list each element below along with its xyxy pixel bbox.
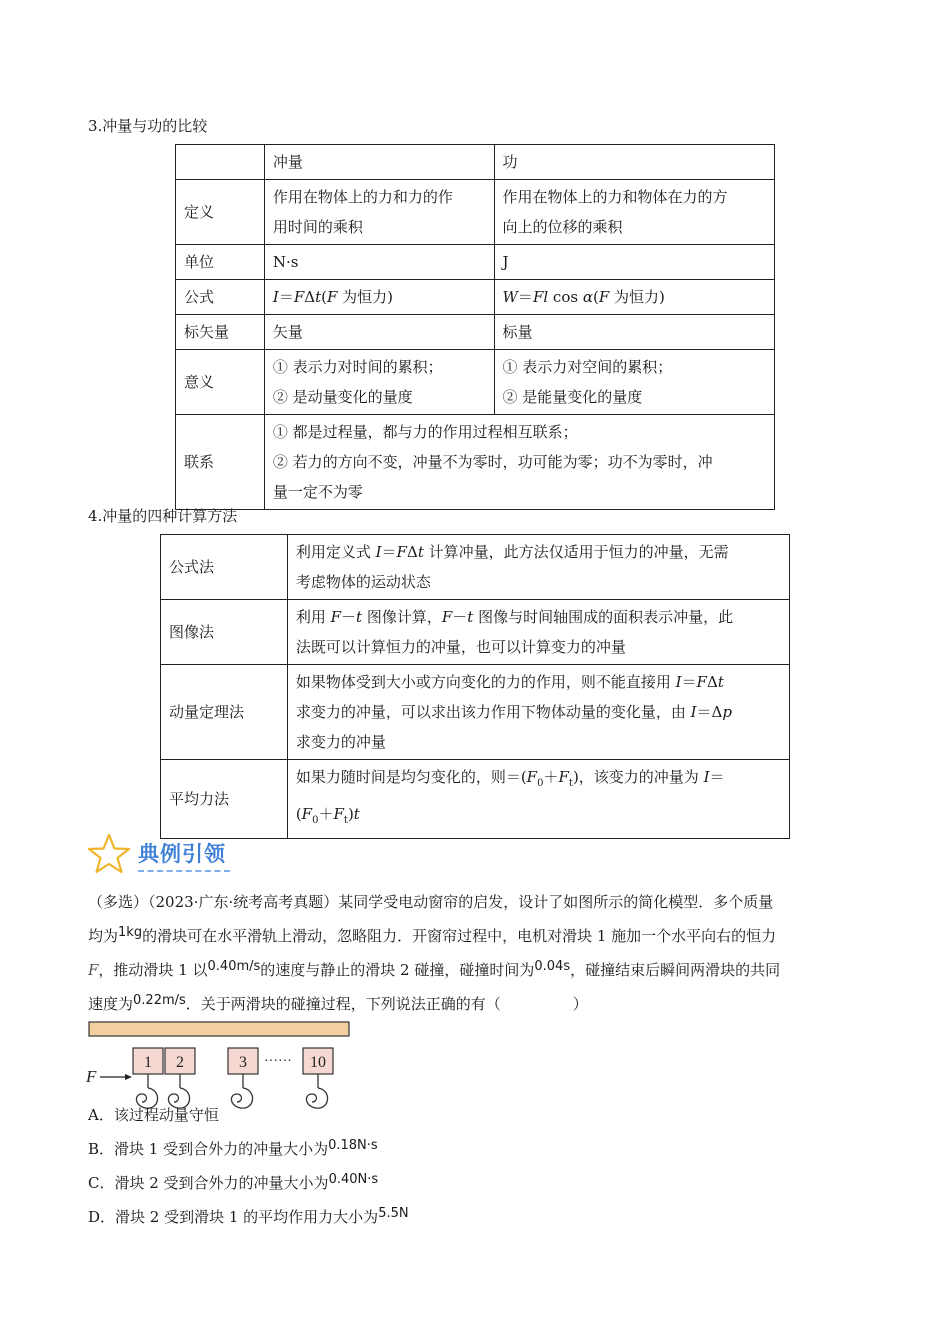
option-a[interactable]: A．该过程动量守恒 (88, 1106, 219, 1124)
method-row-momentum (161, 665, 790, 760)
impulse-methods-table (160, 534, 790, 839)
formula-work: W＝Fl cos α(F 为恒力) (494, 280, 775, 315)
row-label-vector: 标矢量 (176, 315, 265, 350)
row-label-definition: 定义 (176, 180, 265, 245)
option-b[interactable]: B．滑块 1 受到合外力的冲量大小为0.18N·s (88, 1138, 378, 1158)
table-row-definition (176, 180, 775, 245)
rail (89, 1022, 349, 1036)
row-label-meaning: 意义 (176, 350, 265, 415)
method-desc-average: 如果力随时间是均匀变化的，则$=(F_0+F_t)$，该变力的冲量为 I＝ $(F_0+F_t)t$ (287, 760, 789, 839)
method-label-average: 平均力法 (161, 760, 288, 839)
svg-text:10: 10 (310, 1054, 326, 1071)
method-desc-formula: 利用定义式 I＝FΔt 计算冲量，此方法仅适用于恒力的冲量，无需 考虑物体的运动状态 (287, 535, 789, 600)
unit-work: J (494, 245, 775, 280)
row-label-relation: 联系 (176, 415, 265, 510)
force-label: F (86, 1067, 97, 1086)
question-line-4: 速度为0.22m/s．关于两滑块的碰撞过程，下列说法正确的有（ ） (88, 993, 588, 1013)
section4-heading: 4.冲量的四种计算方法 (88, 507, 238, 525)
table-row-meaning (176, 350, 775, 415)
block-10 (303, 1048, 333, 1074)
vector-impulse: 矢量 (264, 315, 494, 350)
definition-impulse: 作用在物体上的力和力的作 用时间的乘积 (264, 180, 494, 245)
hook-10-icon (306, 1074, 327, 1108)
header-work: 功 (494, 145, 775, 180)
method-row-graph (161, 600, 790, 665)
vector-work: 标量 (494, 315, 775, 350)
section3-heading: 3.冲量与功的比较 (88, 117, 208, 135)
block-2 (165, 1048, 195, 1074)
definition-work: 作用在物体上的力和物体在力的方 向上的位移的乘积 (494, 180, 775, 245)
relation-text: ① 都是过程量，都与力的作用过程相互联系； ② 若力的方向不变，冲量不为零时，功可能为零；功不为零时，冲 量一定不为零 (264, 415, 774, 510)
formula-impulse: I＝FΔt(F 为恒力) (264, 280, 494, 315)
method-label-momentum: 动量定理法 (161, 665, 288, 760)
table-row-unit (176, 245, 775, 280)
table-row-formula (176, 280, 775, 315)
svg-text:3: 3 (239, 1054, 247, 1071)
method-row-formula (161, 535, 790, 600)
star-icon (86, 832, 132, 876)
table-row-relation (176, 415, 775, 510)
option-d[interactable]: D．滑块 2 受到滑块 1 的平均作用力大小为5.5N (88, 1206, 409, 1226)
method-desc-momentum: 如果物体受到大小或方向变化的力的作用，则不能直接用 I＝FΔt 求变力的冲量，可以求出该力作用下物体动量的变化量，由 I＝Δp 求变力的冲量 (287, 665, 789, 760)
method-desc-graph: 利用 F－t 图像计算，F－t 图像与时间轴围成的面积表示冲量，此 法既可以计算恒力的冲量，也可以计算变力的冲量 (287, 600, 789, 665)
row-label-unit: 单位 (176, 245, 265, 280)
question-line-3: F，推动滑块 1 以0.40m/s的速度与静止的滑块 2 碰撞，碰撞时间为0.04s，碰撞结束后瞬间两滑块的共同 (88, 959, 781, 979)
question-line-1: （多选）（2023·广东·统考高考真题）某同学受电动窗帘的启发，设计了如图所示的简化模型．多个质量 (88, 893, 774, 911)
table-row-vector (176, 315, 775, 350)
method-row-average (161, 760, 790, 839)
question-line-2: 均为1kg的滑块可在水平滑轨上滑动，忽略阻力．开窗帘过程中，电机对滑块 1 施加一个水平向右的恒力 (88, 925, 777, 945)
header-impulse: 冲量 (264, 145, 494, 180)
svg-text:1: 1 (144, 1054, 152, 1071)
meaning-work: ① 表示力对空间的累积； ② 是能量变化的量度 (494, 350, 775, 415)
ellipsis-dots: ······ (264, 1054, 292, 1069)
block-3 (228, 1048, 258, 1074)
row-label-formula: 公式 (176, 280, 265, 315)
table-header-row (176, 145, 775, 180)
header-empty-cell (176, 145, 265, 180)
block-1 (133, 1048, 163, 1074)
option-c[interactable]: C．滑块 2 受到合外力的冲量大小为0.40N·s (88, 1172, 379, 1192)
svg-text:2: 2 (176, 1054, 184, 1071)
impulse-work-comparison-table (175, 144, 775, 510)
example-banner (86, 832, 246, 876)
method-label-formula: 公式法 (161, 535, 288, 600)
banner-underline (138, 870, 230, 872)
hook-3-icon (231, 1074, 252, 1108)
meaning-impulse: ① 表示力对时间的累积； ② 是动量变化的量度 (264, 350, 494, 415)
banner-title: 典例引领 (138, 842, 226, 866)
force-arrowhead (125, 1074, 132, 1080)
unit-impulse: N·s (264, 245, 494, 280)
method-label-graph: 图像法 (161, 600, 288, 665)
